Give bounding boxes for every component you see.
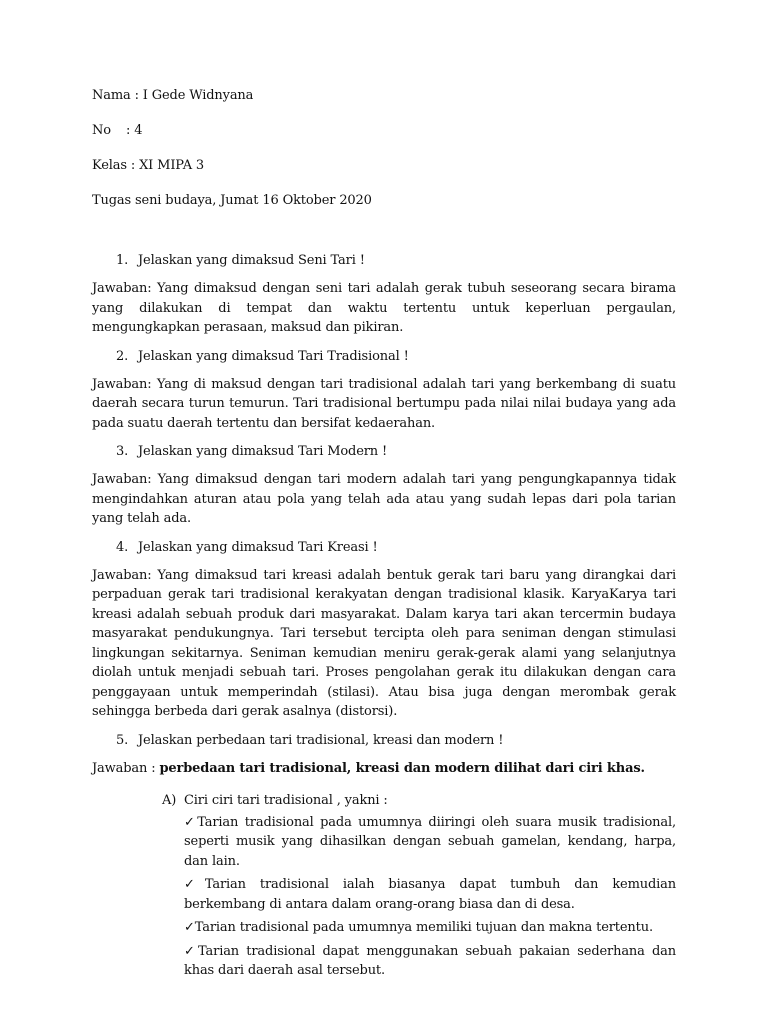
question-2	[116, 347, 676, 367]
answer-5-prefix: Jawaban :	[92, 760, 160, 776]
question-text: Jelaskan yang dimaksud Tari Modern !	[138, 444, 388, 459]
answer-5-bold: perbedaan tari tradisional, kreasi dan modern dilihat dari ciri khas.	[159, 760, 645, 776]
question-4	[116, 538, 676, 558]
question-5	[116, 731, 676, 751]
answer-2: Jawaban: Yang di maksud dengan tari tradisional adalah tari yang berkembang di suatu daerah secara turun temurun. Tari tradisional bertumpu pada nilai nilai budaya yang ada pada suatu daerah tertentu dan bersifat kedaerahan.	[92, 376, 676, 431]
checklist-item: ✓Tarian tradisional pada umumnya diiringi oleh suara musik tradisional, seperti musik yang dihasilkan dengan sebuah gamelan, kendang, harpa, dan lain.	[184, 814, 676, 869]
checklist-item: ✓Tarian tradisional ialah biasanya dapat tumbuh dan kemudian berkembang di antara dalam orang-orang biasa dan di desa.	[184, 877, 676, 912]
question-number: 2.	[116, 348, 129, 364]
section-a-title-text: Ciri ciri tari tradisional , yakni :	[184, 792, 388, 808]
question-number: 1.	[116, 253, 129, 268]
section-a-title	[162, 791, 676, 811]
student-class: Kelas : XI MIPA 3	[92, 158, 205, 173]
number-value: : 4	[126, 123, 143, 138]
answer-1: Jawaban: Yang dimaksud dengan seni tari adalah gerak tubuh seseorang secara birama yang dilakukan di tempat dan waktu tertentu untuk keperluan pergaulan, mengungkapkan perasaan, maksud dan pikiran.	[92, 281, 676, 335]
question-number: 3.	[116, 444, 129, 459]
question-text: Jelaskan yang dimaksud Tari Tradisional !	[138, 348, 409, 364]
question-1	[116, 251, 676, 271]
number-label: No	[92, 123, 111, 138]
answer-4: Jawaban: Yang dimaksud tari kreasi adalah bentuk gerak tari baru yang dirangkai dari perpaduan gerak tari tradisional kerakyatan dengan tradisional klasik. KaryaKarya tari kreasi adalah sebuah produk dari masyarakat. Dalam karya tari akan tercermin budaya masyarakat pendukungnya. Tari tersebut tercipta oleh para seniman dengan stimulasi lingkungan sekitarnya. Seniman kemudian meniru gerak-gerak alami yang selanjutnya diolah untuk menjadi sebuah tari. Proses pengolahan gerak itu dilakukan dengan cara penggayaan untuk memperindah (stilasi). Atau bisa juga dengan merombak gerak sehingga berbeda dari gerak asalnya (distorsi).	[92, 567, 676, 719]
answer-3: Jawaban: Yang dimaksud dengan tari modern adalah tari yang pengungkapannya tidak mengindahkan aturan atau pola yang telah ada atau yang sudah lepas dari pola tarian yang telah ada.	[92, 472, 676, 526]
question-number: 5.	[116, 732, 129, 748]
task-title: Tugas seni budaya, Jumat 16 Oktober 2020	[92, 193, 372, 208]
answer-5	[92, 759, 676, 779]
student-number	[92, 121, 676, 141]
question-text: Jelaskan yang dimaksud Tari Kreasi !	[138, 539, 378, 555]
student-name: Nama : I Gede Widnyana	[92, 88, 254, 103]
checklist-item: ✓Tarian tradisional pada umumnya memiliki tujuan dan makna tertentu.	[184, 920, 653, 935]
question-text: Jelaskan yang dimaksud Seni Tari !	[138, 253, 365, 268]
section-a	[162, 791, 676, 981]
section-a-letter: A)	[162, 792, 177, 808]
question-3	[116, 442, 676, 462]
question-number: 4.	[116, 539, 129, 555]
question-text: Jelaskan perbedaan tari tradisional, kreasi dan modern !	[138, 732, 504, 748]
checklist-item: ✓Tarian tradisional dapat menggunakan sebuah pakaian sederhana dan khas dari daerah asal tersebut.	[184, 943, 676, 978]
